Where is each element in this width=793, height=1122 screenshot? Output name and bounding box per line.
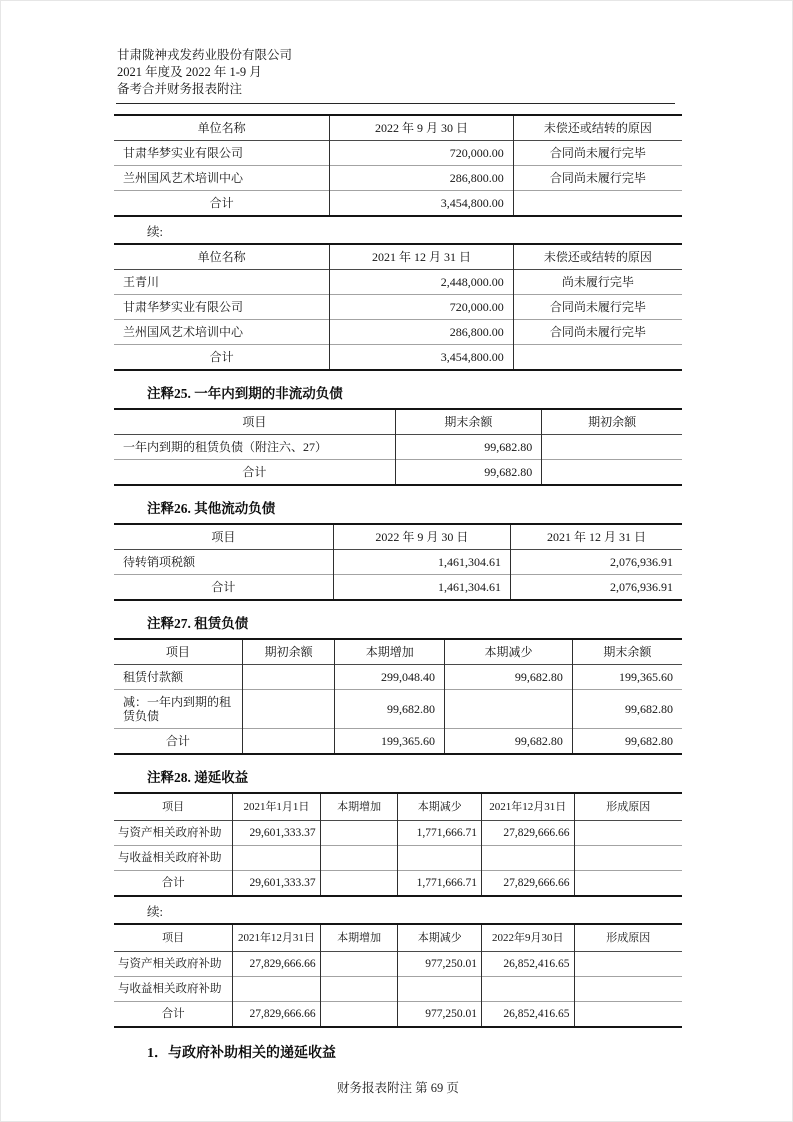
table-row xyxy=(114,191,682,217)
table-cell: 99,682.80 xyxy=(395,460,542,486)
column-header: 形成原因 xyxy=(574,793,682,821)
table-cell: 与收益相关政府补助 xyxy=(118,983,222,995)
table-cell: 27,829,666.66 xyxy=(233,1002,320,1028)
table-cell: 合计 xyxy=(165,734,190,748)
table-cell: 合同尚未履行完毕 xyxy=(513,141,682,166)
table-cell: 99,682.80 xyxy=(395,435,542,460)
table-cell: 尚未履行完毕 xyxy=(513,270,682,295)
continued-label: 续: xyxy=(147,225,163,239)
column-header: 2021 年 12 月 31 日 xyxy=(510,524,682,550)
table-cell: 合计 xyxy=(242,465,267,479)
table-cell xyxy=(513,345,682,371)
table-row xyxy=(114,665,682,690)
column-header: 本期减少 xyxy=(398,793,481,821)
table-note25 xyxy=(114,408,682,486)
document-header xyxy=(117,47,682,98)
column-header: 2021年12月31日 xyxy=(233,924,320,952)
table-cell: 3,454,800.00 xyxy=(330,345,513,371)
table-cell: 977,250.01 xyxy=(398,1002,481,1028)
table-cell xyxy=(320,977,398,1002)
note26-heading: 注释26. 其他流动负债 xyxy=(147,501,276,516)
table-cell xyxy=(233,846,320,871)
table-cell: 27,829,666.66 xyxy=(233,952,320,977)
table-cell: 1,461,304.61 xyxy=(333,550,510,575)
table-row xyxy=(114,729,682,755)
table-cell: 199,365.60 xyxy=(572,665,682,690)
column-header: 本期增加 xyxy=(335,639,445,665)
table-cell xyxy=(320,821,398,846)
table-row xyxy=(114,270,682,295)
column-header: 本期增加 xyxy=(320,924,398,952)
column-header: 形成原因 xyxy=(574,924,682,952)
table-header-row xyxy=(114,924,682,952)
note28-heading: 注释28. 递延收益 xyxy=(147,770,249,785)
table-cell xyxy=(574,871,682,897)
table-cell: 29,601,333.37 xyxy=(233,871,320,897)
table-row xyxy=(114,550,682,575)
table-cell: 合计 xyxy=(211,580,236,594)
table-cell xyxy=(320,871,398,897)
table-cell xyxy=(481,846,574,871)
table-cell: 合计 xyxy=(209,196,234,210)
table-cell: 合同尚未履行完毕 xyxy=(513,166,682,191)
table-note28-2022 xyxy=(114,923,682,1028)
table-row xyxy=(114,575,682,601)
table-cell: 720,000.00 xyxy=(330,141,513,166)
report-period: 2021 年度及 2022 年 1-9 月 xyxy=(117,65,262,79)
table-cell: 99,682.80 xyxy=(572,690,682,729)
table-unsettled-2022 xyxy=(114,114,682,217)
table-cell xyxy=(574,952,682,977)
column-header: 2021 年 12 月 31 日 xyxy=(330,244,513,270)
column-header: 期末余额 xyxy=(395,409,542,435)
table-cell xyxy=(398,977,481,1002)
table-header-row xyxy=(114,524,682,550)
table-note26 xyxy=(114,523,682,601)
table-cell: 27,829,666.66 xyxy=(481,871,574,897)
table-cell: 合同尚未履行完毕 xyxy=(513,295,682,320)
table-cell: 2,448,000.00 xyxy=(330,270,513,295)
table-row xyxy=(114,320,682,345)
column-header: 2021年1月1日 xyxy=(233,793,320,821)
table-cell xyxy=(320,846,398,871)
table-note28-2021 xyxy=(114,792,682,897)
table-cell: 合计 xyxy=(161,1008,185,1020)
table-cell: 99,682.80 xyxy=(335,690,445,729)
table-cell: 1,771,666.71 xyxy=(398,871,481,897)
table-cell: 26,852,416.65 xyxy=(481,1002,574,1028)
table-cell: 兰州国风艺术培训中心 xyxy=(123,325,244,339)
table-cell: 合计 xyxy=(161,877,185,889)
table-cell: 租赁付款额 xyxy=(123,670,184,684)
table-header-row xyxy=(114,115,682,141)
column-header: 期末余额 xyxy=(572,639,682,665)
table-cell: 99,682.80 xyxy=(572,729,682,755)
table-cell xyxy=(398,846,481,871)
table-cell: 甘肃华梦实业有限公司 xyxy=(123,300,244,314)
table-cell xyxy=(574,846,682,871)
table-cell: 286,800.00 xyxy=(330,166,513,191)
column-header: 项目 xyxy=(165,645,190,659)
column-header: 2021年12月31日 xyxy=(481,793,574,821)
table-cell xyxy=(242,690,335,729)
table-cell: 甘肃华梦实业有限公司 xyxy=(123,146,244,160)
table-cell xyxy=(242,729,335,755)
column-header: 未偿还或结转的原因 xyxy=(513,244,682,270)
table-cell: 299,048.40 xyxy=(335,665,445,690)
column-header: 2022 年 9 月 30 日 xyxy=(333,524,510,550)
header-rule xyxy=(116,103,675,104)
table-cell xyxy=(574,821,682,846)
table-cell: 2,076,936.91 xyxy=(510,575,682,601)
table-cell: 2,076,936.91 xyxy=(510,550,682,575)
column-header: 单位名称 xyxy=(197,121,246,135)
table-row xyxy=(114,295,682,320)
column-header: 本期增加 xyxy=(320,793,398,821)
table-row xyxy=(114,345,682,371)
table-row xyxy=(114,977,682,1002)
column-header: 期初余额 xyxy=(242,639,335,665)
column-header: 本期减少 xyxy=(398,924,481,952)
table-row xyxy=(114,166,682,191)
table-header-row xyxy=(114,793,682,821)
continued-label: 续: xyxy=(147,905,163,919)
column-header: 单位名称 xyxy=(197,250,246,264)
table-cell xyxy=(233,977,320,1002)
table-cell: 一年内到期的租赁负债（附注六、27） xyxy=(123,440,328,454)
table-cell: 与资产相关政府补助 xyxy=(118,958,222,970)
table-cell xyxy=(320,1002,398,1028)
note27-heading: 注释27. 租赁负债 xyxy=(147,616,249,631)
table-cell xyxy=(542,460,682,486)
table-cell: 兰州国风艺术培训中心 xyxy=(123,171,244,185)
table-cell: 99,682.80 xyxy=(445,729,573,755)
table-row xyxy=(114,952,682,977)
table-unsettled-2021 xyxy=(114,243,682,371)
table-cell: 合计 xyxy=(209,350,234,364)
report-title: 备考合并财务报表附注 xyxy=(117,82,243,96)
table-cell xyxy=(320,952,398,977)
column-header: 项目 xyxy=(162,801,185,813)
column-header: 项目 xyxy=(242,415,267,429)
table-cell: 减：一年内到期的租赁负债 xyxy=(123,695,232,723)
table-cell: 27,829,666.66 xyxy=(481,821,574,846)
table-row xyxy=(114,141,682,166)
column-header: 2022年9月30日 xyxy=(481,924,574,952)
table-cell: 286,800.00 xyxy=(330,320,513,345)
table-header-row xyxy=(114,639,682,665)
table-header-row xyxy=(114,409,682,435)
note25-heading: 注释25. 一年内到期的非流动负债 xyxy=(147,386,343,401)
column-header: 项目 xyxy=(211,530,236,544)
table-cell xyxy=(445,690,573,729)
table-cell xyxy=(574,1002,682,1028)
table-note27 xyxy=(114,638,682,755)
column-header: 本期减少 xyxy=(445,639,573,665)
page-footer: 财务报表附注 第 69 页 xyxy=(337,1081,459,1095)
table-cell: 1,771,666.71 xyxy=(398,821,481,846)
table-row xyxy=(114,435,682,460)
column-header: 2022 年 9 月 30 日 xyxy=(330,115,513,141)
table-cell: 29,601,333.37 xyxy=(233,821,320,846)
table-cell xyxy=(481,977,574,1002)
table-cell: 720,000.00 xyxy=(330,295,513,320)
table-cell: 与收益相关政府补助 xyxy=(118,852,222,864)
table-cell: 99,682.80 xyxy=(445,665,573,690)
table-cell xyxy=(242,665,335,690)
table-cell: 待转销项税额 xyxy=(123,555,196,569)
table-row xyxy=(114,871,682,897)
table-row xyxy=(114,846,682,871)
table-cell: 26,852,416.65 xyxy=(481,952,574,977)
column-header: 期初余额 xyxy=(542,409,682,435)
table-cell: 王青川 xyxy=(123,275,160,289)
table-cell xyxy=(542,435,682,460)
table-cell: 199,365.60 xyxy=(335,729,445,755)
table-cell: 3,454,800.00 xyxy=(330,191,513,217)
deferred-income-subheading: 1．与政府补助相关的递延收益 xyxy=(147,1046,336,1061)
table-cell xyxy=(513,191,682,217)
table-row xyxy=(114,821,682,846)
company-name: 甘肃陇神戎发药业股份有限公司 xyxy=(117,48,293,62)
table-header-row xyxy=(114,244,682,270)
column-header: 项目 xyxy=(162,932,185,944)
table-cell: 合同尚未履行完毕 xyxy=(513,320,682,345)
table-cell: 与资产相关政府补助 xyxy=(118,827,222,839)
table-row xyxy=(114,690,682,729)
table-row xyxy=(114,460,682,486)
table-cell xyxy=(574,977,682,1002)
table-cell: 977,250.01 xyxy=(398,952,481,977)
table-row xyxy=(114,1002,682,1028)
table-cell: 1,461,304.61 xyxy=(333,575,510,601)
column-header: 未偿还或结转的原因 xyxy=(513,115,682,141)
